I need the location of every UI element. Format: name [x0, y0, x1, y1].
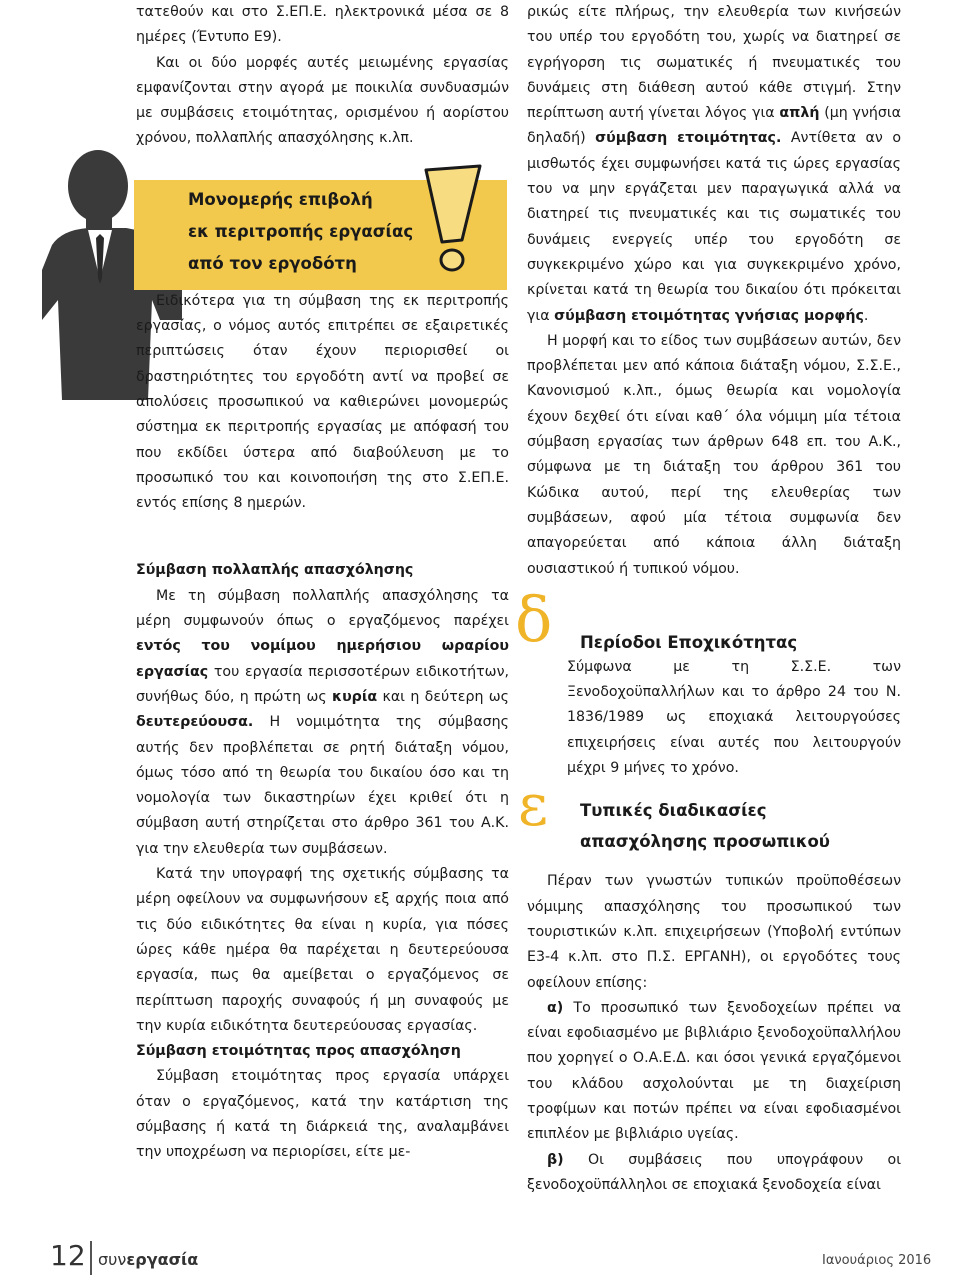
- right-column: [527, 0, 901, 1198]
- intro-paragraph-1: τατεθούν και στο Σ.ΕΠ.Ε. ηλεκτρονικά μέσα σε 8 ημέρες (Έντυπο Ε9).: [136, 4, 509, 46]
- callout-spacer: [136, 152, 509, 289]
- item-label: β): [547, 1151, 564, 1168]
- readiness-paragraph-1: Σύμβαση ετοιμότητας προς εργασία υπάρχει όταν ο εργαζόμενος, κατά την κατάρτιση της σύμβασης ή κατά τη διάρκειά της, αναλαμβάνει την υποχρέωση να περιορίσει, είτε με-: [136, 1068, 509, 1161]
- epsilon-glyph: ε: [518, 771, 549, 839]
- text-run: του εργασία περισσοτέρων ειδικοτήτων, συνήθως δύο, η πρώτη ως: [136, 663, 509, 705]
- callout-title-line-2: εκ περιτροπής εργασίας: [188, 222, 414, 241]
- callout-title-line-1: Μονομερής επιβολή: [188, 190, 373, 209]
- formal-item-b: [527, 1148, 901, 1199]
- formal-paragraph-1: Πέραν των γνωστών τυπικών προϋποθέσεων νόμιμης απασχόλησης του προσωπικού των τουριστικών κ.λπ. επιχειρήσεων (Υποβολή εντύπων Ε3-4 κ.λπ. στο Π.Σ. ΕΡΓΑΝΗ), οι εργοδότες τους οφείλουν επίσης:: [527, 873, 901, 991]
- callout-paragraph: Ειδικότερα για τη σύμβαση της εκ περιτροπής εργασίας, ο νόμος αυτός επιτρέπει σε εξαιρετικές περιπτώσεις όταν έχουν περιορισθεί οι δραστηριότητες του εργοδότη αντί να προβεί σε απολύσεις προσωπικού να καθιερώνει μονομερώς σύστημα εκ περιτροπής εργασίας με απόφασή του που εκδίδει ύστερα από διαβούλευση με το προσωπικό του και κοινοποιήση της στο Σ.ΕΠ.Ε. εντός επίσης 8 ημερών.: [136, 292, 509, 512]
- text-run: (μη γνήσια δηλαδή): [527, 105, 902, 147]
- text-run: και η δεύτερη ως: [377, 688, 509, 705]
- page-number: 12: [50, 1239, 86, 1272]
- delta-glyph: δ: [515, 583, 553, 656]
- multi-employment-heading: Σύμβαση πολλαπλής απασχόλησης: [136, 562, 414, 579]
- multi-employment-paragraph-1: [136, 584, 509, 862]
- text-run: Οι συμβάσεις που υπογράφουν οι ξενοδοχοϋπάλληλοι σε εποχιακά ξενοδοχεία είναι: [527, 1151, 901, 1193]
- intro-paragraph-2: Και οι δύο μορφές αυτές μειωμένης εργασίας εμφανίζονται στην αγορά με ποικιλία συνδυασμών με συμβάσεις ετοιμότητας, ορισμένου ή αορίστου χρόνου, πολλαπλής απασχόλησης κ.λπ.: [136, 54, 509, 147]
- text-run: Η νομιμότητα της σύμβασης αυτής δεν προβλέπεται σε ρητή διάταξη νόμου, όμως τόσο από τη θεωρία του δικαίου όσο και τη νομολογία των δικαστηρίων έχει κριθεί ότι η σύμβαση αυτή στηρίζεται στο άρθρο 361 του Α.Κ. για την ελευθερία των συμβάσεων.: [136, 714, 509, 857]
- multi-employment-paragraph-2: Κατά την υπογραφή της σχετικής σύμβασης τα μέρη οφείλουν να συμφωνήσουν εξ αρχής ποια από τις δύο ειδικότητες θα είναι η κυρία, για πόσες ώρες κάθε ημέρα θα παρέχεται η δευτερεύουσα εργασία, πως θα αμείβεται ο εργαζόμενος σε περίπτωση παροχής συναφούς ή μη συναφούς με την κυρία ειδικότητα δευτερεύουσας εργασίας.: [136, 866, 509, 1034]
- formal-heading: [580, 795, 830, 857]
- spacer: [136, 516, 509, 558]
- text-run: Με τη σύμβαση πολλαπλής απασχόλησης τα μέρη συμφωνούν όπως ο εργαζόμενος παρέχει: [136, 587, 509, 630]
- footer-divider: [90, 1241, 92, 1275]
- bold-run: κυρία: [332, 688, 378, 705]
- text-run: .: [863, 307, 869, 324]
- callout-title-line-3: από τον εργοδότη: [188, 254, 357, 273]
- epsilon-letter: [518, 771, 570, 839]
- issue-date: Ιανουάριος 2016: [822, 1253, 932, 1268]
- text-run: Αντίθετα αν ο μισθωτός έχει συμφωνήσει κατά τις ώρες εργασίας του να μην εργάζεται μεν παραγωγικά αλλά να διατηρεί τις πνευματικές και τις σωματικές του δυνάμεις ενεργείς υπέρ του εργοδότη σε συγκεκριμένο χώρο και για συγκεκριμένο χρόνο, κρίνεται κατά τη θεωρία του δικαίου ότι πρόκειται για: [527, 130, 901, 324]
- readiness-heading: Σύμβαση ετοιμότητας προς απασχόληση: [136, 1043, 461, 1060]
- formal-heading-line-1: Τυπικές διαδικασίες: [580, 801, 767, 820]
- seasonal-paragraph: Σύμφωνα με τη Σ.Σ.Ε. των Ξενοδοχοϋπαλλήλων και το άρθρο 24 του Ν. 1836/1989 ως εποχιακά λειτουργούσες επιχειρήσεις είναι αυτές που λειτουργούν μέχρι 9 μήνες το χρόνο.: [567, 658, 901, 777]
- bold-run: σύμβαση ετοιμότητας.: [595, 130, 782, 147]
- bold-run: σύμβαση ετοιμότητας γνήσιας μορφής: [554, 307, 864, 324]
- bold-run: εντός του νομίμου ημερήσιου ωραρίου εργασίας: [136, 638, 509, 680]
- item-label: α): [547, 999, 564, 1016]
- left-column: [136, 0, 509, 1166]
- seasonal-heading: Περίοδοι Εποχικότητας: [580, 633, 798, 652]
- magazine-brand: [98, 1250, 198, 1270]
- bold-run: απλή: [779, 105, 820, 122]
- contract-forms-paragraph: Η μορφή και το είδος των συμβάσεων αυτών, δεν προβλέπεται μεν από κάποια διάταξη νόμου, Σ.Σ.Ε., Κανονισμού κ.λπ., όμως θεωρία και νομολογία έχουν δεχθεί ότι είναι καθ΄ όλα νόμιμη μία τέτοια σύμβαση εργασίας των άρθρων 648 επ. του Α.Κ., σύμφωνα με τη διάταξη του άρθρου 361 του Κώδικα αυτού, περί της ελευθερίας των συμβάσεων, αφού μία τέτοια συμφωνία δεν απαγορεύεται από κάποια άλλη διάταξη ουσιαστικού ή τυπικού νόμου.: [527, 332, 901, 577]
- formal-heading-line-2: απασχόλησης προσωπικού: [580, 832, 830, 851]
- text-run: ρικώς είτε πλήρως, την ελευθερία των κινήσεών του υπέρ του εργοδότη του, χωρίς να διατηρεί σε εγρήγορση τις σωματικές ή πνευματικές του δυνάμεις στη διάθεση αυτού κάθε στιγμή. Στην περίπτωση αυτή γίνεται λόγος για: [527, 4, 901, 122]
- formal-item-a: [527, 996, 901, 1148]
- bold-run: δευτερεύουσα.: [136, 714, 254, 731]
- brand-prefix: συν: [98, 1250, 127, 1269]
- text-run: Το προσωπικό των ξενοδοχείων πρέπει να είναι εφοδιασμένο με βιβλιάριο ξενοδοχοϋπαλλήλου που χορηγεί ο Ο.Α.Ε.Δ. και όσοι γενικά εργαζόμενοι του κλάδου ασχολούνται με τη διαχείριση τροφίμων και ποτών πρέπει να είναι εφοδιασμένοι επιπλέον με βιβλιάριο υγείας.: [527, 999, 901, 1143]
- readiness-paragraph-continued: [527, 0, 901, 329]
- delta-letter: [515, 583, 575, 656]
- brand-bold: εργασία: [126, 1250, 199, 1269]
